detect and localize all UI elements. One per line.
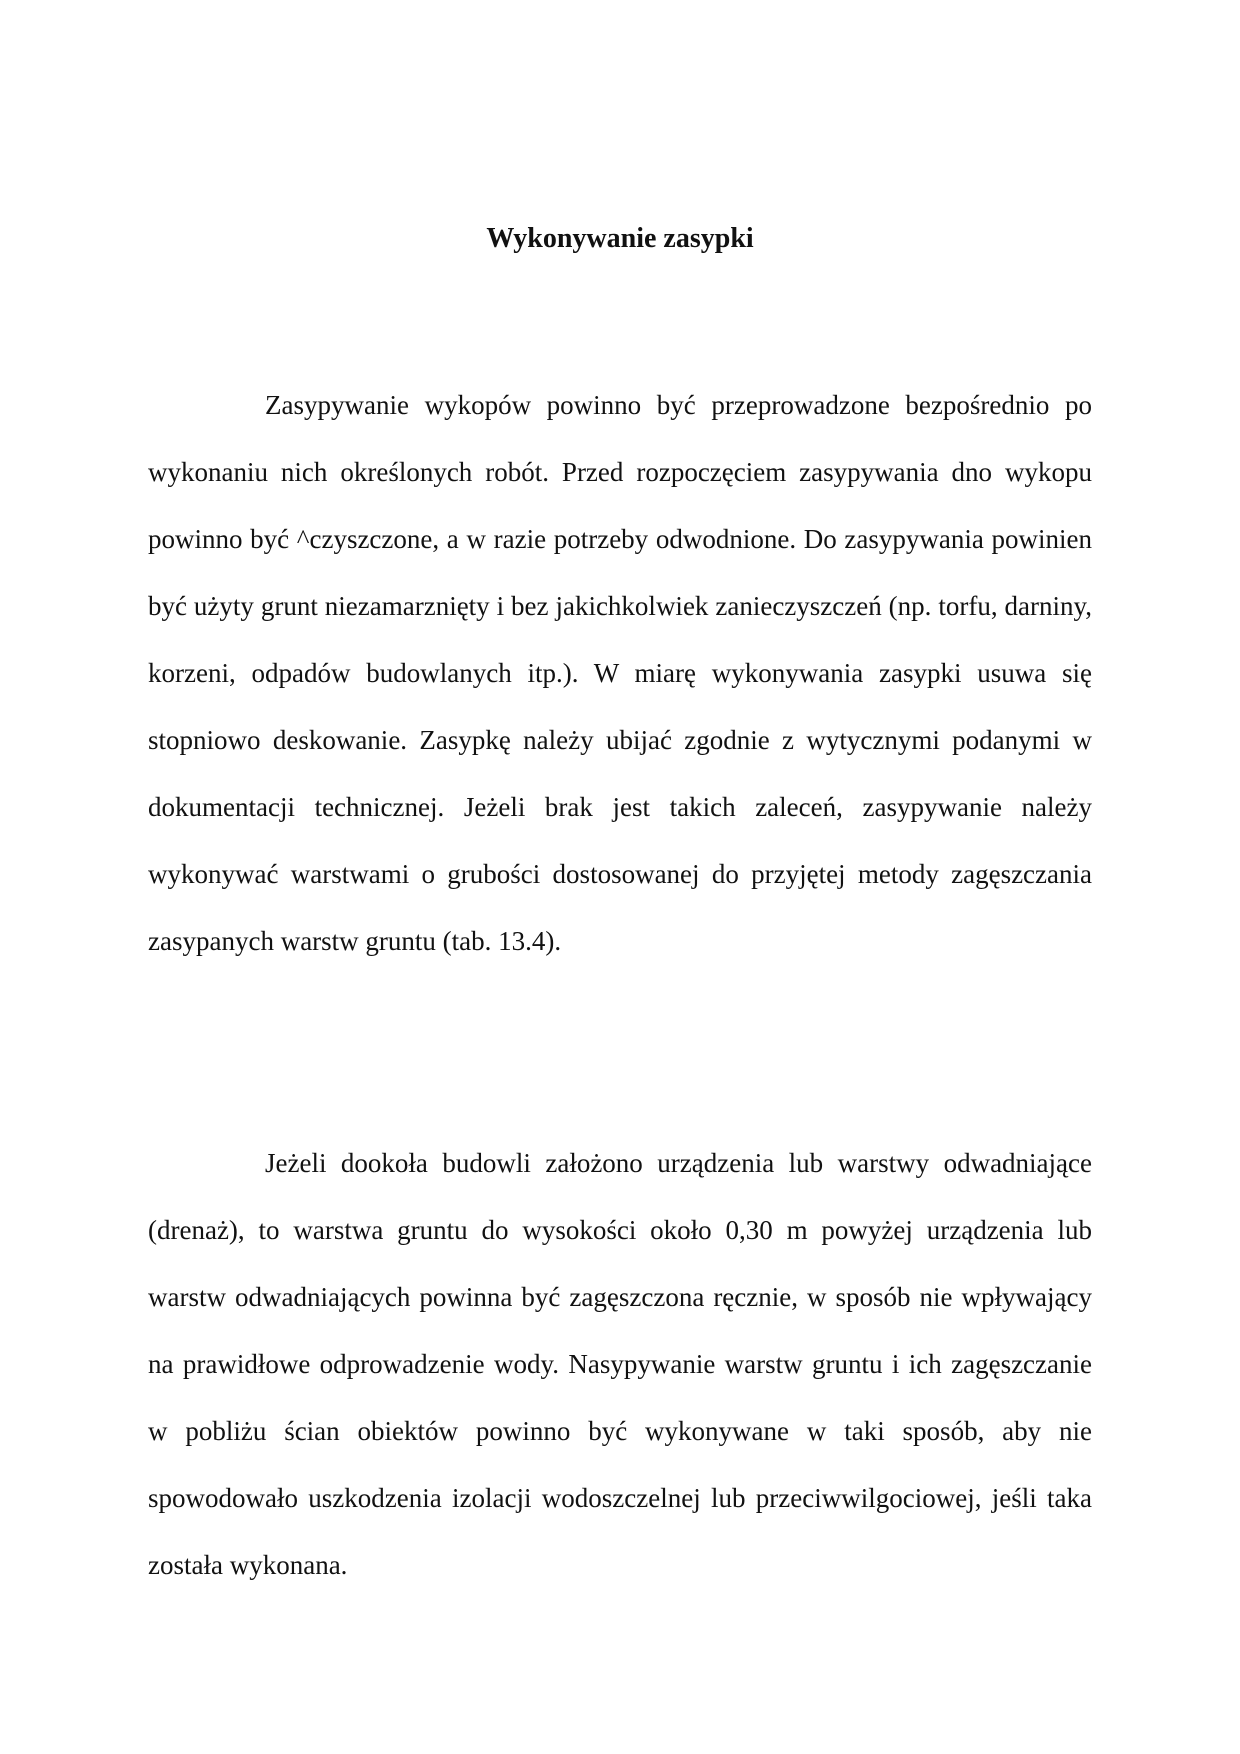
paragraph-drainage-compaction: Jeżeli dookoła budowli założono urządzenia lub warstwy odwadniające (drenaż), to warstwa gruntu do wysokości około 0,30 m powyżej urządzenia lub warstw odwadniających powinna być zagęszczona ręcznie, w sposób nie wpływający na prawidłowe odprowadzenie wody. Nasypywanie warstw gruntu i ich zagęszczanie w pobliżu ścian obiektów powinno być wykonywane w taki sposób, aby nie spowodowało uszkodzenia izolacji wodoszczelnej lub przeciwwilgociowej, jeśli taka została wykonana.: [148, 1148, 1092, 1580]
document-title: Wykonywanie zasypki: [486, 223, 754, 254]
paragraph-backfill-procedure: Zasypywanie wykopów powinno być przeprowadzone bezpośrednio po wykonaniu nich określonych robót. Przed rozpoczęciem zasypywania dno wykopu powinno być ^czyszczone, a w razie potrzeby odwodnione. Do zasypywania powinien być użyty grunt niezamarznięty i bez jakichkolwiek zanieczyszczeń (np. torfu, darniny, korzeni, odpadów budowlanych itp.). W miarę wykonywania zasypki usuwa się stopniowo deskowanie. Zasypkę należy ubijać zgodnie z wytycznymi podanymi w dokumentacji technicznej. Jeżeli brak jest takich zaleceń, zasypywanie należy wykonywać warstwami o grubości dostosowanej do przyjętej metody zagęszczania zasypanych warstw gruntu (tab. 13.4).: [148, 390, 1092, 956]
